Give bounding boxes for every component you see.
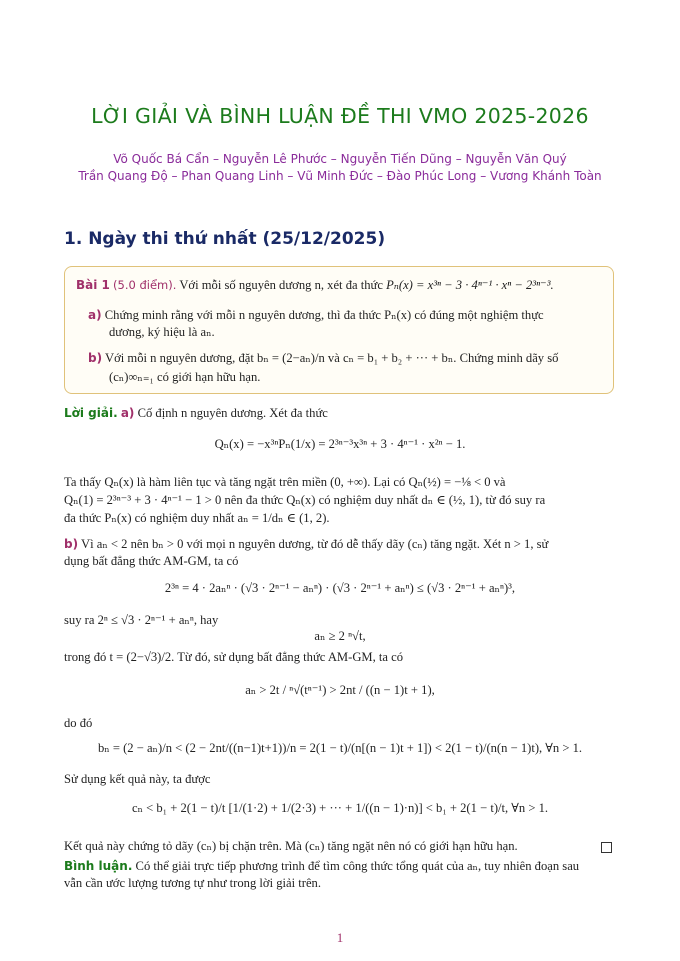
problem-label: Bài 1 <box>76 278 110 292</box>
document-title: LỜI GIẢI VÀ BÌNH LUẬN ĐỀ THI VMO 2025-2026 <box>91 104 589 128</box>
page-number: 1 <box>336 930 344 945</box>
comment-label: Bình luận. <box>64 859 133 873</box>
part-b-text-1: Với mỗi n nguyên dương, đặt bₙ = (2−aₙ)/n và cₙ = b₁ + b₂ + ··· + bₙ. Chứng minh dãy số <box>105 351 559 365</box>
solution-label: Lời giải. <box>64 406 118 420</box>
qed-square-icon <box>601 842 612 853</box>
solution-conclusion: Kết quả này chứng tỏ dãy (cₙ) bị chặn trên. Mà (cₙ) tăng ngặt nên nó có giới hạn hữu hạn. <box>64 839 518 853</box>
solution-paragraph-line: Qₙ(1) = 2³ⁿ⁻³ + 3 · 4ⁿ⁻¹ − 1 > 0 nên đa thức Qₙ(x) có nghiệm duy nhất dₙ ∈ (½, 1), từ đó suy ra <box>64 493 546 507</box>
part-b-text-2: (cₙ)∞ₙ₌₁ có giới hạn hữu hạn. <box>109 370 261 384</box>
solution-b-label: b) <box>64 537 79 551</box>
part-b-line-1 <box>88 350 558 366</box>
problem-points: (5.0 điểm). <box>113 278 177 292</box>
authors-line-1: Võ Quốc Bá Cẩn – Nguyễn Lê Phước – Nguyễn Tiến Dũng – Nguyễn Văn Quý <box>113 152 567 166</box>
part-a-text-1: Chứng minh rằng với mỗi n nguyên dương, thì đa thức Pₙ(x) có đúng một nghiệm thực <box>104 308 544 322</box>
section-heading: 1. Ngày thi thứ nhất (25/12/2025) <box>64 229 386 249</box>
solution-intro <box>64 406 328 421</box>
comment-text-2: vẫn cần ước lượng tương tự như trong lời giải trên. <box>64 876 321 890</box>
solution-a-label: a) <box>120 406 135 420</box>
equation-am-gm: 2³ⁿ = 4 · 2aₙⁿ · (√3 · 2ⁿ⁻¹ − aₙⁿ) · (√3 · 2ⁿ⁻¹ + aₙⁿ) ≤ (√3 · 2ⁿ⁻¹ + aₙⁿ)³, <box>164 581 516 595</box>
equation-an-estimate: aₙ > 2t / ⁿ√(tⁿ⁻¹) > 2nt / ((n − 1)t + 1), <box>245 683 435 697</box>
solution-b-line-1 <box>64 536 548 552</box>
part-a-text-2: dương, ký hiệu là aₙ. <box>109 325 215 339</box>
solution-paragraph-line: Sử dụng kết quả này, ta được <box>64 772 211 786</box>
part-a-line-1 <box>88 307 544 323</box>
problem-intro: Với mỗi số nguyên dương n, xét đa thức <box>179 278 383 292</box>
comment-text-1: Có thể giải trực tiếp phương trình để tìm công thức tổng quát của aₙ, tuy nhiên đoạn sau <box>135 859 580 873</box>
solution-paragraph-line: suy ra 2ⁿ ≤ √3 · 2ⁿ⁻¹ + aₙⁿ, hay <box>64 613 219 627</box>
equation-q-definition: Qₙ(x) = −x³ⁿPₙ(1/x) = 2³ⁿ⁻³x³ⁿ + 3 · 4ⁿ⁻¹ · x²ⁿ − 1. <box>214 437 466 451</box>
part-a-label: a) <box>88 308 102 322</box>
solution-a-intro: Cố định n nguyên dương. Xét đa thức <box>137 406 328 420</box>
equation-an-lower-bound: aₙ ≥ 2 ⁿ√t, <box>314 629 366 643</box>
comment-line-1 <box>64 858 579 874</box>
solution-paragraph-line: do đó <box>64 716 93 730</box>
part-b-label: b) <box>88 351 103 365</box>
solution-b-text: Vì aₙ < 2 nên bₙ > 0 với mọi n nguyên dương, từ đó dễ thấy dãy (cₙ) tăng ngặt. Xét n > 1, sử <box>81 537 549 551</box>
solution-paragraph-line: trong đó t = (2−√3)/2. Từ đó, sử dụng bất đẳng thức AM-GM, ta có <box>64 650 404 664</box>
equation-cn-bound: cₙ < b₁ + 2(1 − t)/t [1/(1·2) + 1/(2·3) + ··· + 1/((n − 1)·n)] < b₁ + 2(1 − t)/t, ∀n > 1. <box>131 801 549 815</box>
solution-paragraph-line: Ta thấy Qₙ(x) là hàm liên tục và tăng ngặt trên miền (0, +∞). Lại có Qₙ(½) = −⅛ < 0 và <box>64 475 506 489</box>
problem-polynomial: Pₙ(x) = x³ⁿ − 3 · 4ⁿ⁻¹ · xⁿ − 2³ⁿ⁻³. <box>386 278 554 292</box>
authors-line-2: Trần Quang Độ – Phan Quang Linh – Vũ Minh Đức – Đào Phúc Long – Vương Khánh Toàn <box>78 169 602 183</box>
problem-statement-line <box>76 277 554 293</box>
solution-paragraph-line: dụng bất đẳng thức AM-GM, ta có <box>64 554 239 568</box>
equation-bn-estimate: bₙ = (2 − aₙ)/n < (2 − 2nt/((n−1)t+1))/n = 2(1 − t)/(n[(n − 1)t + 1]) < 2(1 − t)/(n(n − 1)t), ∀n > 1. <box>97 741 583 755</box>
solution-paragraph-line: đa thức Pₙ(x) có nghiệm duy nhất aₙ = 1/dₙ ∈ (1, 2). <box>64 511 330 525</box>
